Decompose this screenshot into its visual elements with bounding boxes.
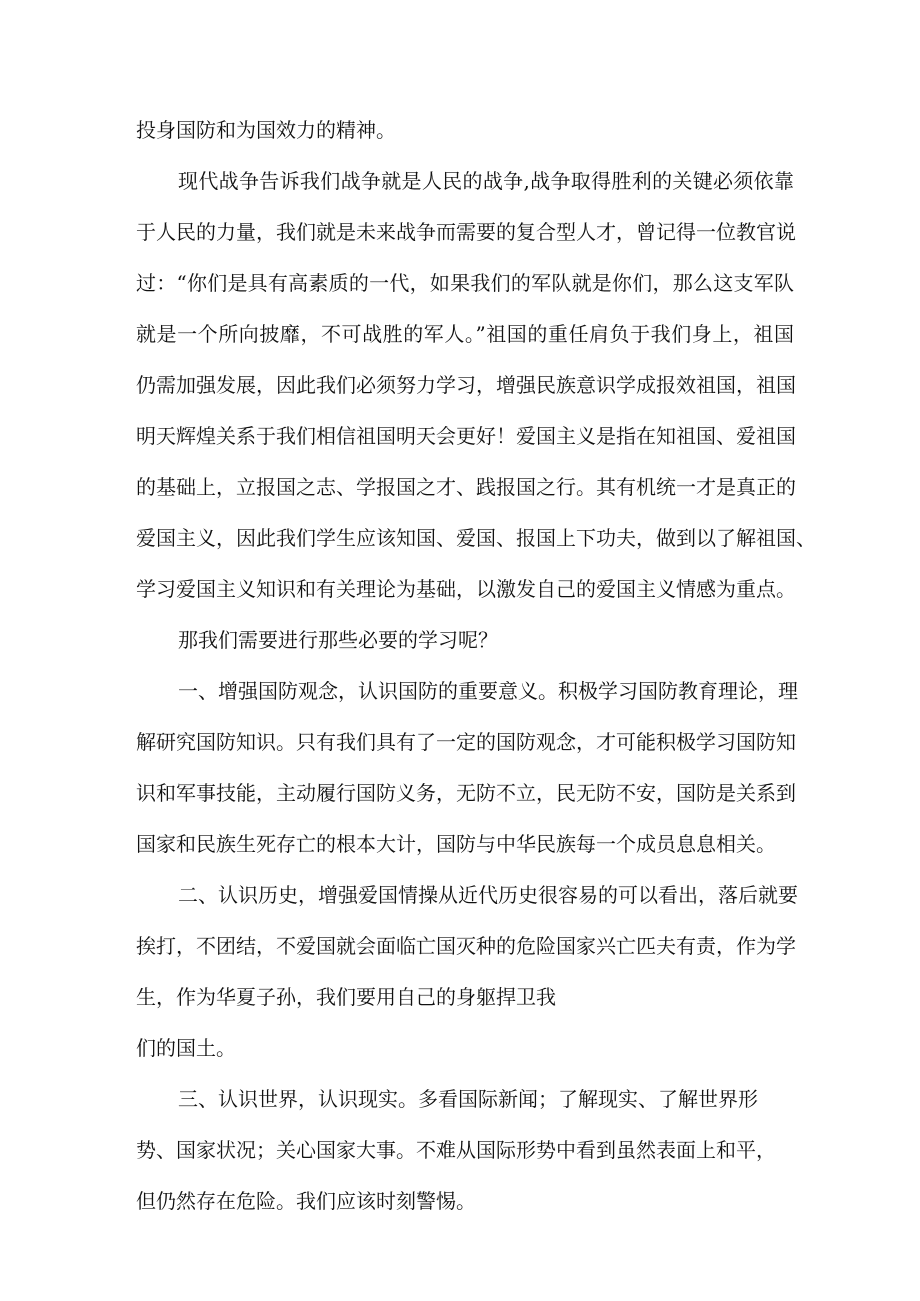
text-line: 生，作为华夏子孙，我们要用自己的身躯捍卫我: [136, 985, 556, 1009]
text-line: 过：“你们是具有高素质的一代，如果我们的军队就是你们，那么这支军队: [136, 271, 794, 295]
paragraph-first-line: 三、认识世界，认识现实。多看国际新闻；了解现实、了解世界形: [178, 1087, 758, 1111]
text-line: 势、国家状况；关心国家大事。不难从国际形势中看到虽然表面上和平，: [136, 1138, 776, 1162]
text-line: 解研究国防知识。只有我们具有了一定的国防观念，才可能积极学习国防知: [136, 730, 796, 754]
text-line: 明天辉煌关系于我们相信祖国明天会更好！爱国主义是指在知祖国、爱祖国: [136, 424, 796, 448]
paragraph-first-line: 一、增强国防观念，认识国防的重要意义。积极学习国防教育理论，理: [178, 679, 798, 703]
text-line: 就是一个所向披靡，不可战胜的军人。”祖国的重任肩负于我们身上，祖国: [136, 322, 794, 346]
text-line: 投身国防和为国效力的精神。: [136, 118, 396, 142]
paragraph-first-line: 那我们需要进行那些必要的学习呢？: [178, 628, 498, 652]
text-line: 挨打，不团结，不爱国就会面临亡国灭种的危险国家兴亡匹夫有责，作为学: [136, 934, 796, 958]
paragraph-first-line: 二、认识历史，增强爱国情操从近代历史很容易的可以看出，落后就要: [178, 883, 798, 907]
text-line: 们的国土。: [136, 1036, 236, 1060]
paragraph-first-line: 现代战争告诉我们战争就是人民的战争,战争取得胜利的关键必须依靠: [178, 169, 794, 193]
text-line: 仍需加强发展，因此我们必须努力学习，增强民族意识学成报效祖国，祖国: [136, 373, 796, 397]
text-line: 的基础上，立报国之志、学报国之才、践报国之行。其有机统一才是真正的: [136, 475, 796, 499]
text-line: 但仍然存在危险。我们应该时刻警惕。: [136, 1189, 476, 1213]
text-line: 于人民的力量，我们就是未来战争而需要的复合型人才，曾记得一位教官说: [136, 220, 796, 244]
text-line: 国家和民族生死存亡的根本大计，国防与中华民族每一个成员息息相关。: [136, 832, 776, 856]
text-line: 爱国主义，因此我们学生应该知国、爱国、报国上下功夫，做到以了解祖国、: [136, 526, 816, 550]
text-line: 识和军事技能，主动履行国防义务，无防不立，民无防不安，国防是关系到: [136, 781, 796, 805]
text-line: 学习爱国主义知识和有关理论为基础，以激发自己的爱国主义情感为重点。: [136, 577, 796, 601]
